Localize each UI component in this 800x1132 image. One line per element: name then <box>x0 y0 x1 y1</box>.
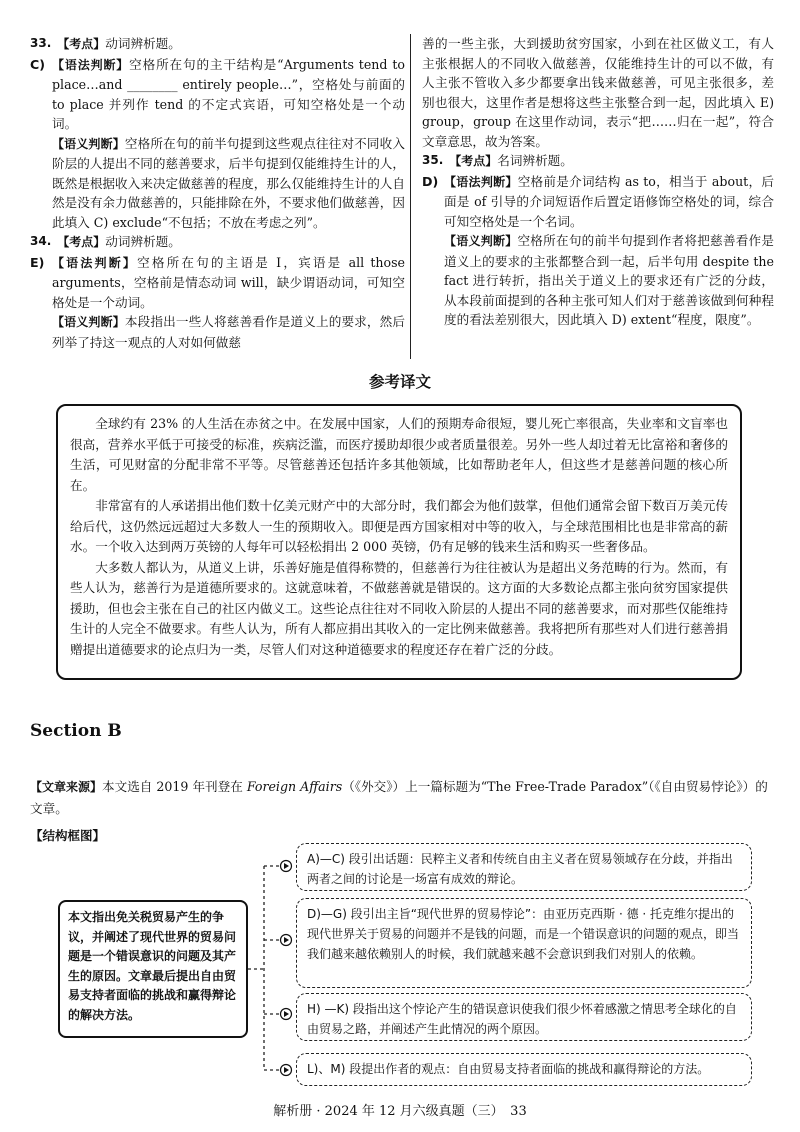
q35-semantic-tag: 【语义判断】 <box>444 234 518 248</box>
q33-number: 33. <box>30 36 52 50</box>
article-source <box>30 776 775 819</box>
q34-grammar-row <box>30 253 405 313</box>
q34-grammar-text: 空格所在句的主语是 I，宾语是 all those arguments，空格前是情态动词 will，缺少谓语动词，可知空格处是一个动词。 <box>52 254 405 310</box>
column-divider <box>410 34 411 359</box>
q33-heading <box>30 34 405 55</box>
q33-semantic <box>30 134 405 233</box>
q33-grammar-tag: 【语法判断】 <box>52 57 130 72</box>
reference-translation-box <box>56 404 742 680</box>
q34-semantic-tag: 【语义判断】 <box>52 315 125 329</box>
q33-answer: C) <box>30 56 45 72</box>
q35-grammar-row <box>422 172 774 232</box>
q34-semantic-continued: 善的一些主张，大到援助贫穷国家，小到在社区做义工，有人主张根据人的不同收入做慈善，仅能维持生计的可以不做，有人主张不管收入多少都要拿出钱来做慈善，可见主张很多，差别也很大，这里作者是想将这些主张整合到一起，因此填入 E) group，group 在这里作动词，表示“把……归在一起”，符合文章意思，故为答案。 <box>422 36 774 149</box>
reference-paragraph: 全球约有 23% 的人生活在赤贫之中。在发展中国家，人们的预期寿命很短，婴儿死亡率很高，失业率和文盲率也很高，营养水平低于可接受的标准，疾病泛滥，而医疗援助却很少或者质量很差。另外一些人却过着无比富裕和奢侈的生活，可见财富的分配非常不平等。尽管慈善还包括许多其他领域，比如帮助老年人，但这些才是慈善问题的核心所在。 <box>70 416 728 493</box>
reference-paragraph: 非常富有的人承诺捐出他们数十亿美元财产中的大部分时，我们都会为他们鼓掌，但他们通常会留下数百万美元传给后代，这仍然远远超过大多数人一生的预期收入。即便是西方国家相对中等的收入，与全球范围相比也是非常高的薪水。一个收入达到两万英镑的人每年可以轻松捐出 2 000 英镑，仍有足够的钱来生活和购买一些奢侈品。 <box>70 498 728 554</box>
q34-semantic <box>30 312 405 352</box>
q34-heading <box>30 232 405 253</box>
q35-semantic <box>422 231 774 330</box>
q34-topic: 动词辨析题。 <box>105 234 181 249</box>
q35-topic-tag: 【考点】 <box>449 154 498 168</box>
q35-number: 35. <box>422 153 444 167</box>
source-text-after: （《外交》）上一篇标题为“The Free-Trade Paradox”（《自由贸易悖论》）的文章。 <box>30 779 768 816</box>
source-journal: Foreign Affairs <box>246 779 343 794</box>
q33-semantic-tag: 【语义判断】 <box>52 136 125 151</box>
branch-box-a-c: A)—C) 段引出话题：民粹主义者和传统自由主义者在贸易领域存在分歧，并指出两者之间的讨论是一场富有成效的辩论。 <box>296 843 752 891</box>
q35-grammar-text: 空格前是介词结构 as to，相当于 about，后面是 of 引导的介词短语作后置定语修饰空格处的词，综合可知空格处是一个名词。 <box>444 173 774 229</box>
q33-grammar-text: 空格所在句的主干结构是“Arguments tend to place…and ________ entirely people…”，空格处与前面的 to place 并列作 tend 的不定式宾语，可知空格处是一个动词。 <box>52 56 405 131</box>
structure-summary-box: 本文指出免关税贸易产生的争议，并阐述了现代世界的贸易问题是一个错误意识的问题及其产生的原因。文章最后提出自由贸易支持者面临的挑战和赢得辩论的解决方法。 <box>58 900 248 1038</box>
branch-box-h-k: H) —K) 段指出这个悖论产生的错误意识使我们很少怀着感激之情思考全球化的自由贸易之路，并阐述产生此情况的两个原因。 <box>296 993 752 1041</box>
q35-heading <box>422 151 774 172</box>
reference-paragraph: 大多数人都认为，从道义上讲，乐善好施是值得称赞的，但慈善行为往往被认为是超出义务范畴的行为。然而，有些人认为，慈善行为是道德所要求的。这就意味着，不做慈善就是错误的。这方面的大多数论点都主张向贫穷国家提供援助，但也会主张在自己的社区内做义工。这些论点往往对不同收入阶层的人提出不同的慈善要求，而对那些仅能维持生计的人完全不做要求。有些人认为，所有人都应捐出其收入的一定比例来做慈善。我将把所有那些对人们进行慈善捐赠提出道德要求的论点归为一类，尽管人们对这种道德要求的程度还存在着广泛的分歧。 <box>70 559 728 657</box>
q33-semantic-text: 空格所在句的前半句提到这些观点往往对不同收入阶层的人提出不同的慈善要求，后半句提到仅能维持生计的人，既然是根据收入来决定做慈善的程度，那么仅能维持生计的人自然是没有余力做慈善的，只能排除在外，不要求他们做慈善，因此填入 C) exclude“不包括；不放在考虑之列”。 <box>52 135 405 230</box>
page-footer: 解析册 · 2024 年 12 月六级真题（三） 33 <box>273 1104 527 1119</box>
branch-box-l-m: L)、M) 段提出作者的观点：自由贸易支持者面临的挑战和赢得辩论的方法。 <box>296 1053 752 1086</box>
q35-semantic-text: 空格所在句的前半句提到作者将把慈善看作是道义上的要求的主张都整合到一起，后半句用 despite the fact 进行转折，指出关于道义上的要求还有广泛的分歧，从本段前面提到的各种主张可知人们对于慈善该做到何种程度的看法差别很大，因此填入 D) extent“程度，限度”。 <box>444 233 774 327</box>
q34-number: 34. <box>30 234 52 248</box>
source-text-before: 本文选自 2019 年刊登在 <box>102 779 247 794</box>
arrow-bullet-icon <box>281 861 292 872</box>
q34-answer: E) <box>30 254 45 270</box>
q35-answer: D) <box>422 173 439 189</box>
q33-topic: 动词辨析题。 <box>105 36 181 51</box>
structure-label: 【结构框图】 <box>30 828 106 843</box>
arrow-bullet-icon <box>281 1009 292 1020</box>
q33-grammar-row <box>30 55 405 134</box>
q35-grammar-tag: 【语法判断】 <box>444 174 518 189</box>
arrow-bullet-icon <box>281 1065 292 1076</box>
arrow-bullet-icon <box>281 935 292 946</box>
branch-box-d-g: D)—G) 段引出主旨“现代世界的贸易悖论”：由亚历克西斯 · 德 · 托克维尔提出的现代世界关于贸易的问题并不是钱的问题，而是一个错误意识的问题的观点，即当我们越来越依赖别人的时候，我们就越来越不会意识到我们对别人的依赖。 <box>296 898 752 988</box>
reference-translation-title: 参考译文 <box>368 373 431 391</box>
q33-topic-tag: 【考点】 <box>57 37 106 51</box>
right-column <box>422 34 774 330</box>
q34-topic-tag: 【考点】 <box>57 235 106 249</box>
section-heading: Section B <box>30 721 122 741</box>
source-tag: 【文章来源】 <box>30 780 103 794</box>
left-column <box>30 34 405 352</box>
q35-topic: 名词辨析题。 <box>497 153 573 168</box>
q34-grammar-tag: 【语法判断】 <box>52 255 138 270</box>
q34-semantic-text: 本段指出一些人将慈善看作是道义上的要求，然后列举了持这一观点的人对如何做慈 <box>52 314 405 350</box>
